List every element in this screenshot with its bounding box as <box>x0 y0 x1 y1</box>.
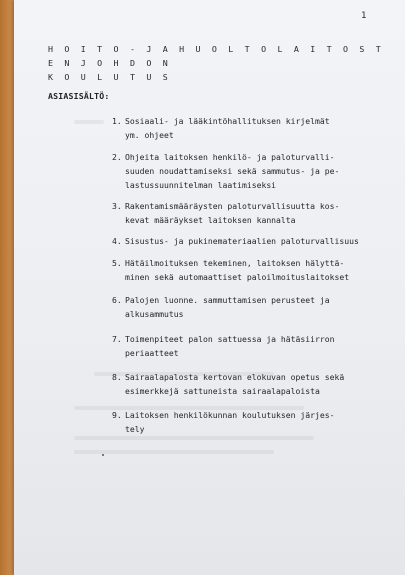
item-number: 6. <box>112 295 122 305</box>
bleed-through-mark <box>74 120 104 124</box>
item-number: 8. <box>112 372 122 382</box>
item-number: 5. <box>112 258 122 268</box>
item-text: Hätäilmoituksen tekeminen, laitoksen hälyttä- minen sekä automaattiset paloilmoituslaitokset <box>125 258 350 282</box>
item-number: 1. <box>112 116 122 126</box>
document-page <box>14 0 405 575</box>
list-item <box>112 136 392 192</box>
item-text: Sosiaali- ja lääkintöhallituksen kirjelmät ym. ohjeet <box>125 116 330 140</box>
item-text: Sisustus- ja pukinemateriaalien paloturvallisuus <box>125 236 359 246</box>
bleed-through-mark <box>74 450 274 454</box>
item-text: Palojen luonne. sammuttamisen perusteet ja alkusammutus <box>125 295 330 319</box>
item-text: Ohjeita laitoksen henkilö- ja paloturvalli- suuden noudattamiseksi sekä sammutus- ja pe- lastussuunnitelman laatimiseksi <box>125 152 340 190</box>
item-number: 7. <box>112 334 122 344</box>
item-text: Toimenpiteet palon sattuessa ja hätäsiirron periaatteet <box>125 334 335 358</box>
bleed-through-mark <box>74 436 314 440</box>
item-text: Sairaalapalosta kertovan elokuvan opetus sekä esimerkkejä sattuneista sairaalapaloista <box>125 372 345 396</box>
document-title: H O I T O - J A H U O L T O L A I T O S T E N J O H D O N K O U L U T U S <box>48 44 385 82</box>
list-item <box>112 279 392 321</box>
list-item <box>112 356 392 398</box>
item-number: 2. <box>112 152 122 162</box>
page-number: 1 <box>361 11 367 21</box>
list-item <box>112 242 392 284</box>
list-item <box>112 318 392 360</box>
item-text: Laitoksen henkilökunnan koulutuksen järjes- tely <box>125 410 335 434</box>
item-number: 4. <box>112 236 122 246</box>
item-text: Rakentamismääräysten paloturvallisuutta kos- kevat määräykset laitoksen kannalta <box>125 201 340 225</box>
list-item <box>112 394 392 436</box>
contents-heading: ASIASISÄLTÖ: <box>48 91 110 101</box>
ink-dot <box>102 454 104 456</box>
item-number: 9. <box>112 410 122 420</box>
item-number: 3. <box>112 201 122 211</box>
